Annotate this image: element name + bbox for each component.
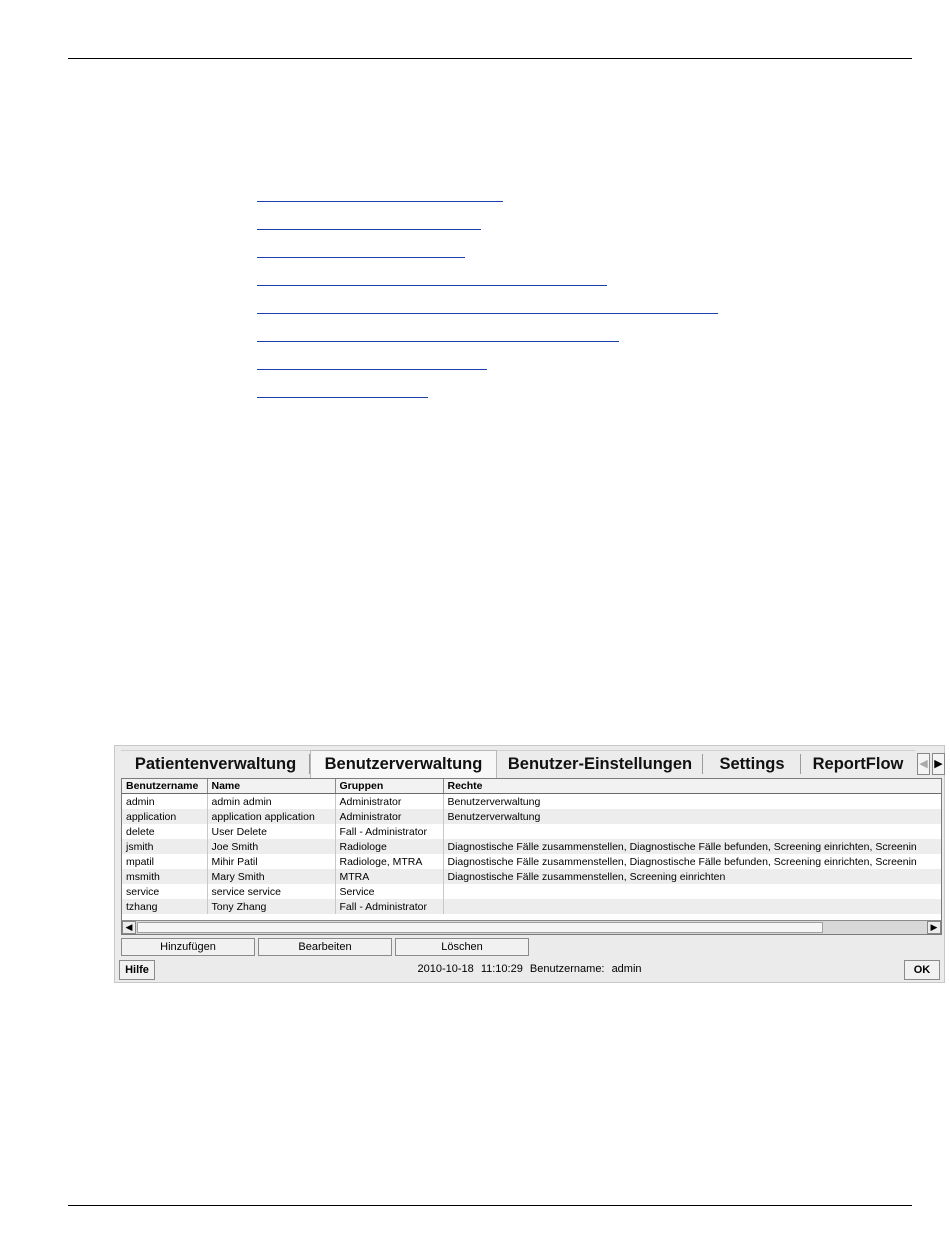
status-info: [119, 963, 940, 975]
scroll-left-icon[interactable]: ◀: [122, 921, 136, 934]
cell-username: msmith: [122, 869, 207, 884]
cell-username: tzhang: [122, 899, 207, 914]
tab-benutzerverwaltung[interactable]: [310, 750, 497, 778]
cell-name: Joe Smith: [207, 839, 335, 854]
cell-groups: MTRA: [335, 869, 443, 884]
status-user-label: Benutzername:: [529, 963, 605, 975]
cell-name: admin admin: [207, 794, 335, 810]
tab-label: Benutzerverwaltung: [324, 755, 483, 773]
table-header-row: [122, 779, 942, 794]
tab-bar: [121, 750, 942, 778]
toc-item: [257, 329, 718, 357]
edit-user-button[interactable]: Bearbeiten: [258, 938, 392, 956]
scrollbar-thumb[interactable]: [137, 922, 823, 933]
column-header-name[interactable]: Name: [207, 779, 335, 794]
toc-link-list: [257, 189, 718, 413]
toc-link[interactable]: [257, 301, 718, 314]
tab-label: Settings: [719, 755, 785, 773]
user-table: [121, 778, 942, 935]
toc-item: [257, 189, 718, 217]
cell-groups: Administrator: [335, 794, 443, 810]
cell-username: delete: [122, 824, 207, 839]
tab-label: ReportFlow: [812, 755, 904, 773]
cell-rights: [443, 899, 942, 914]
toc-link[interactable]: [257, 217, 481, 230]
add-user-button[interactable]: Hinzufügen: [121, 938, 255, 956]
cell-rights: Benutzerverwaltung: [443, 809, 942, 824]
cell-groups: Radiologe, MTRA: [335, 854, 443, 869]
cell-name: Mihir Patil: [207, 854, 335, 869]
cell-rights: Benutzerverwaltung: [443, 794, 942, 810]
table-row[interactable]: [122, 794, 942, 810]
cell-groups: Radiologe: [335, 839, 443, 854]
toc-item: [257, 385, 718, 413]
cell-rights: Diagnostische Fälle zusammenstellen, Screening einrichten: [443, 869, 942, 884]
cell-name: User Delete: [207, 824, 335, 839]
help-button[interactable]: Hilfe: [119, 960, 155, 980]
table-row[interactable]: [122, 824, 942, 839]
arrow-left-icon[interactable]: ◀: [917, 753, 930, 775]
table-row[interactable]: [122, 869, 942, 884]
header-rule: [68, 58, 912, 59]
column-header-rights[interactable]: Rechte: [443, 779, 942, 794]
toc-link[interactable]: [257, 245, 465, 258]
column-header-groups[interactable]: Gruppen: [335, 779, 443, 794]
ok-button[interactable]: OK: [904, 960, 940, 980]
toc-item: [257, 301, 718, 329]
cell-rights: Diagnostische Fälle zusammenstellen, Diagnostische Fälle befunden, Screening einrichten, Screenin: [443, 839, 942, 854]
status-bar: [119, 960, 940, 980]
arrow-right-icon[interactable]: ▶: [932, 753, 945, 775]
user-table-grid: [122, 779, 942, 914]
toc-link[interactable]: [257, 273, 607, 286]
tab-patientenverwaltung[interactable]: [121, 750, 310, 777]
tab-benutzer-einstellungen[interactable]: [497, 750, 703, 777]
status-date: 2010-10-18: [417, 963, 474, 975]
cell-name: Mary Smith: [207, 869, 335, 884]
cell-groups: Service: [335, 884, 443, 899]
toc-link[interactable]: [257, 189, 503, 202]
horizontal-scrollbar[interactable]: [122, 920, 941, 934]
cell-rights: Diagnostische Fälle zusammenstellen, Diagnostische Fälle befunden, Screening einrichten, Screenin: [443, 854, 942, 869]
status-time: 11:10:29: [480, 963, 523, 975]
scroll-right-icon[interactable]: ▶: [927, 921, 941, 934]
delete-user-button[interactable]: Löschen: [395, 938, 529, 956]
cell-name: service service: [207, 884, 335, 899]
action-buttons: [121, 938, 529, 956]
cell-username: service: [122, 884, 207, 899]
tab-label: Patientenverwaltung: [134, 755, 297, 773]
table-row[interactable]: [122, 809, 942, 824]
toc-item: [257, 217, 718, 245]
toc-link[interactable]: [257, 385, 428, 398]
toc-item: [257, 357, 718, 385]
tab-label: Benutzer-Einstellungen: [507, 755, 693, 773]
status-user: admin: [611, 963, 642, 975]
toc-link[interactable]: [257, 357, 487, 370]
cell-username: jsmith: [122, 839, 207, 854]
toc-item: [257, 273, 718, 301]
table-row[interactable]: [122, 899, 942, 914]
table-row[interactable]: [122, 839, 942, 854]
table-row[interactable]: [122, 884, 942, 899]
app-window: [114, 745, 945, 983]
cell-username: admin: [122, 794, 207, 810]
cell-groups: Administrator: [335, 809, 443, 824]
tab-scroll-controls: [917, 753, 947, 775]
footer-rule: [68, 1205, 912, 1206]
cell-groups: Fall - Administrator: [335, 824, 443, 839]
toc-item: [257, 245, 718, 273]
cell-username: application: [122, 809, 207, 824]
toc-link[interactable]: [257, 329, 619, 342]
cell-username: mpatil: [122, 854, 207, 869]
cell-name: application application: [207, 809, 335, 824]
column-header-username[interactable]: Benutzername: [122, 779, 207, 794]
cell-name: Tony Zhang: [207, 899, 335, 914]
tab-settings[interactable]: [703, 750, 801, 777]
table-row[interactable]: [122, 854, 942, 869]
cell-rights: [443, 824, 942, 839]
cell-rights: [443, 884, 942, 899]
cell-groups: Fall - Administrator: [335, 899, 443, 914]
tab-reportflow[interactable]: [801, 750, 915, 777]
